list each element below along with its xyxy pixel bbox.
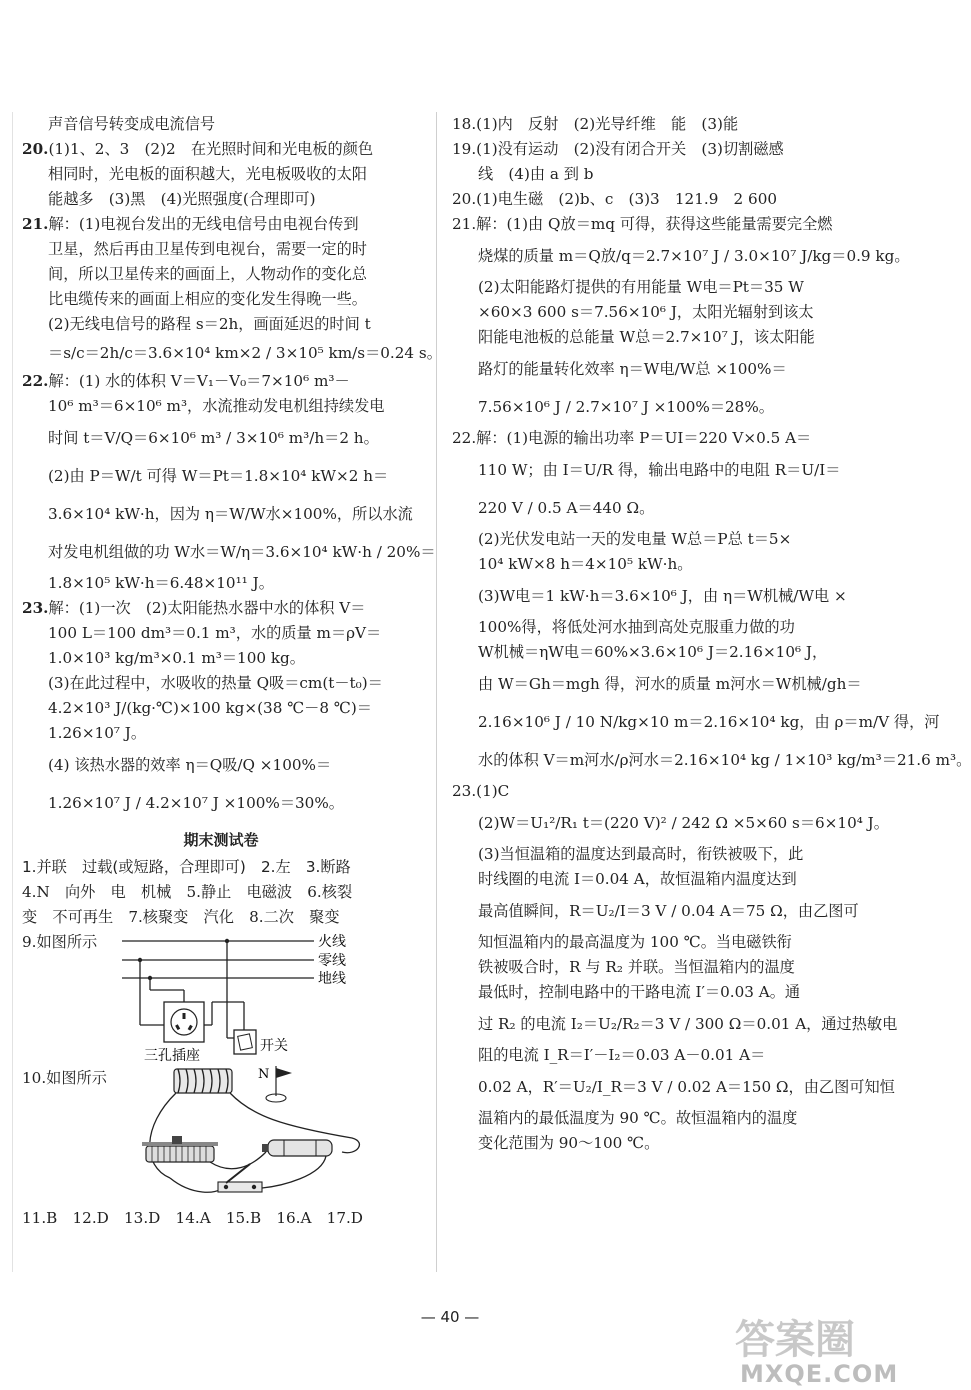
answer-line: 时线圈的电流 I＝0.04 A，故恒温箱内温度达到 (478, 870, 797, 888)
formula-line: 2.16×10⁶ J / 10 N/kg×10 m＝2.16×10⁴ kg，由 ρ＝m/V 得，河 (478, 713, 940, 731)
answer-text: 解：(1)电视台发出的无线电信号由电视台传到 (48, 215, 359, 233)
formula-line: ＝s/c＝2h/c＝3.6×10⁴ km×2 / 3×10⁵ km/s＝0.24 s。 (48, 344, 442, 362)
answer-line: 阳能电池板的总能量 W总＝2.7×10⁷ J，该太阳能 (478, 328, 815, 346)
formula-line: 0.02 A，R′＝U₂/I_R＝3 V / 0.02 A＝150 Ω，由乙图可知恒 (478, 1078, 895, 1096)
figure-caption: 10.如图所示 (22, 1069, 107, 1087)
formula-line: 过 R₂ 的电流 I₂＝U₂/R₂＝3 V / 300 Ω＝0.01 A，通过热敏电 (478, 1015, 898, 1033)
answer-text: 解：(1)一次 (2)太阳能热水器中水的体积 V＝ (48, 599, 366, 617)
answer-line: 阻的电流 I_R＝I′－I₂＝0.03 A－0.01 A＝ (478, 1046, 766, 1064)
answer-line: 能越多 (3)黑 (4)光照强度(合理即可) (48, 190, 316, 208)
answer-18: 18.(1)内 反射 (2)光导纤维 能 (3)能 (452, 115, 739, 133)
figure-9 (22, 930, 420, 1064)
question-number: 20. (22, 140, 49, 158)
answer-21 (22, 212, 420, 237)
formula-line: 路灯的能量转化效率 η＝W电/W总 ×100%＝ (478, 360, 787, 378)
question-number: 22. (22, 372, 49, 390)
column-divider (436, 112, 437, 1272)
formula-line: 对发电机组做的功 W水＝W/η＝3.6×10⁴ kW·h / 20%＝ (48, 543, 436, 561)
answer-23: 23.(1)C (452, 782, 510, 800)
answer-line: 变 不可再生 7.核聚变 汽化 8.二次 聚变 (22, 908, 340, 926)
answer-line: (2)光伏发电站一天的发电量 W总＝P总 t＝5× (478, 530, 792, 548)
neutral-wire-label: 零线 (318, 953, 346, 969)
answer-line: 知恒温箱内的最高温度为 100 ℃。当电磁铁衔 (478, 933, 792, 951)
answer-line: 100%得，将低处河水抽到高处克服重力做的功 (478, 618, 795, 636)
answer-20: 20.(1)电生磁 (2)b、c (3)3 121.9 2 600 (452, 190, 778, 208)
answer-21: 21.解：(1)由 Q放＝mq 可得，获得这些能量需要完全燃 (452, 215, 833, 233)
formula-line: 3.6×10⁴ kW·h，因为 η＝W/W水×100%，所以水流 (48, 505, 413, 523)
answer-line: 最低时，控制电路中的干路电流 I′＝0.03 A。通 (478, 983, 801, 1001)
wiring-diagram (22, 930, 420, 1064)
answer-line: 4.2×10³ J/(kg·℃)×100 kg×(38 ℃－8 ℃)＝ (48, 699, 372, 717)
socket-icon (164, 1002, 204, 1042)
answer-line: 卫星，然后再由卫星传到电视台，需要一定的时 (48, 240, 367, 258)
answer-line: ×60×3 600 s＝7.56×10⁶ J，太阳光辐射到该太 (478, 303, 814, 321)
right-column (452, 112, 971, 1156)
switch-icon (234, 1030, 256, 1054)
figure-10 (22, 1066, 420, 1204)
answer-22: 22.解：(1)电源的输出功率 P＝UI＝220 V×0.5 A＝ (452, 429, 812, 447)
answer-line: 声音信号转变成电流信号 (48, 115, 216, 133)
answer-23 (22, 596, 420, 621)
answer-line: 变化范围为 90～100 ℃。 (478, 1134, 660, 1152)
formula-line: 220 V / 0.5 A＝440 Ω。 (478, 499, 655, 517)
answer-line: 1.8×10⁵ kW·h＝6.48×10¹¹ J。 (48, 574, 274, 592)
answer-line: (3)在此过程中，水吸收的热量 Q吸＝cm(t－t₀)＝ (48, 674, 383, 692)
answer-line: 铁被吸合时，R 与 R₂ 并联。当恒温箱内的温度 (478, 958, 795, 976)
electromagnet-diagram (22, 1066, 420, 1204)
answer-line: 1.26×10⁷ J。 (48, 724, 147, 742)
watermark-url: MXQE.COM (740, 1360, 899, 1388)
answer-line: (2)无线电信号的路程 s＝2h，画面延迟的时间 t (48, 315, 371, 333)
formula-line: 最高值瞬间，R＝U₂/I＝3 V / 0.04 A＝75 Ω，由乙图可 (478, 902, 859, 920)
socket-label: 三孔插座 (144, 1048, 200, 1064)
answer-line: W机械＝ηW电＝60%×3.6×10⁶ J＝2.16×10⁶ J， (478, 643, 828, 661)
answer-line: 11.B 12.D 13.D 14.A 15.B 16.A 17.D (22, 1209, 363, 1227)
left-column (22, 112, 442, 1231)
answer-line: 1.0×10³ kg/m³×0.1 m³＝100 kg。 (48, 649, 305, 667)
answer-line: 4.N 向外 电 机械 5.静止 电磁波 6.核裂 (22, 883, 353, 901)
page-number: — 40 — (420, 1308, 480, 1326)
formula-line: 水的体积 V＝m河水/ρ河水＝2.16×10⁴ kg / 1×10³ kg/m³＝21.6 m³。 (478, 751, 971, 769)
answer-19: 19.(1)没有运动 (2)没有闭合开关 (3)切割磁感 (452, 140, 784, 158)
answer-line: 相同时，光电板的面积越大，光电板吸收的太阳 (48, 165, 367, 183)
formula-line: 1.26×10⁷ J / 4.2×10⁷ J ×100%＝30%。 (48, 794, 344, 812)
answer-line: (2)太阳能路灯提供的有用能量 W电＝Pt＝35 W (478, 278, 804, 296)
answer-line: 比电缆传来的画面上相应的变化发生得晚一些。 (48, 290, 367, 308)
formula-line: 由 W＝Gh＝mgh 得，河水的质量 m河水＝W机械/gh＝ (478, 675, 862, 693)
formula-line: 时间 t＝V/Q＝6×10⁶ m³ / 3×10⁶ m³/h＝2 h。 (48, 429, 379, 447)
answer-line: 间，所以卫星传来的画面上，人物动作的变化总 (48, 265, 367, 283)
flag-icon (276, 1068, 292, 1078)
left-margin-line (12, 112, 13, 1272)
formula-line: 烧煤的质量 m＝Q放/q＝2.7×10⁷ J / 3.0×10⁷ J/kg＝0.9 kg。 (478, 247, 910, 265)
answer-line: 1.并联 过载(或短路，合理即可) 2.左 3.断路 (22, 858, 351, 876)
answer-line: (3)当恒温箱的温度达到最高时，衔铁被吸下，此 (478, 845, 804, 863)
section-title: 期末测试卷 (183, 831, 259, 849)
rheostat-icon (146, 1146, 214, 1162)
formula-line: 110 W；由 I＝U/R 得，输出电路中的电阻 R＝U/I＝ (478, 461, 841, 479)
formula-line: (2)W＝U₁²/R₁ t＝(220 V)² / 242 Ω ×5×60 s＝6×10⁴ J。 (478, 814, 889, 832)
answer-line: 10⁶ m³＝6×10⁶ m³，水流推动发电机组持续发电 (48, 397, 385, 415)
question-number: 21. (22, 215, 49, 233)
answer-20 (22, 137, 420, 162)
switch-label: 开关 (260, 1038, 288, 1054)
battery-icon (268, 1140, 332, 1156)
formula-line: (3)W电＝1 kW·h＝3.6×10⁶ J，由 η＝W机械/W电 × (478, 587, 847, 605)
answer-line: 线 (4)由 a 到 b (478, 165, 594, 183)
watermark-logo-text: 答案圈 (735, 1317, 855, 1363)
live-wire-label: 火线 (318, 934, 346, 950)
figure-caption: 9.如图所示 (22, 933, 98, 951)
formula-line: 7.56×10⁶ J / 2.7×10⁷ J ×100%＝28%。 (478, 398, 774, 416)
ground-wire-label: 地线 (318, 971, 346, 987)
answer-text: (1)1、2、3 (2)2 在光照时间和光电板的颜色 (48, 140, 374, 158)
north-label: N (258, 1067, 270, 1082)
answer-line: 温箱内的最低温度为 90 ℃。故恒温箱内的温度 (478, 1109, 798, 1127)
formula-line: (2)由 P＝W/t 可得 W＝Pt＝1.8×10⁴ kW×2 h＝ (48, 467, 389, 485)
answer-text: 解：(1) 水的体积 V＝V₁－V₀＝7×10⁶ m³－ (48, 372, 350, 390)
formula-line: (4) 该热水器的效率 η＝Q吸/Q ×100%＝ (48, 756, 332, 774)
answer-22 (22, 369, 420, 394)
answer-line: 10⁴ kW×8 h＝4×10⁵ kW·h。 (478, 555, 693, 573)
question-number: 23. (22, 599, 49, 617)
answer-line: 100 L＝100 dm³＝0.1 m³，水的质量 m＝ρV＝ (48, 624, 382, 642)
